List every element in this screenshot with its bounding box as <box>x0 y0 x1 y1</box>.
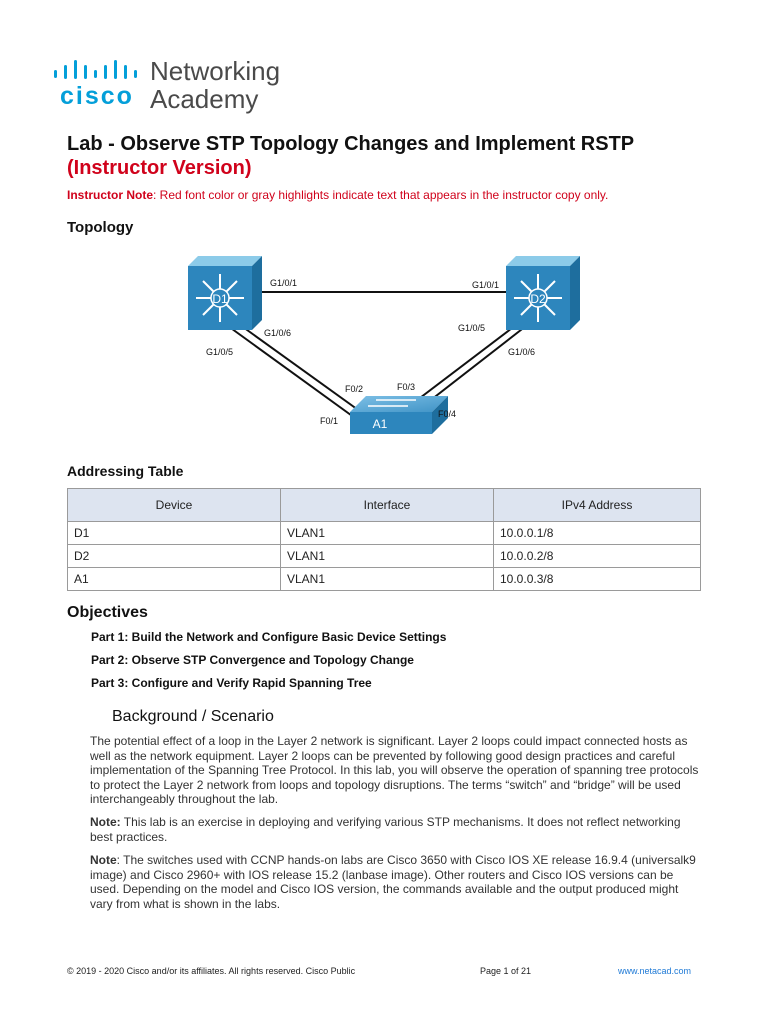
label-d2-g106: G1/0/6 <box>508 347 536 357</box>
topology-diagram <box>180 246 600 446</box>
link-d1-a1-g105 <box>228 326 355 418</box>
topology-heading: Topology <box>67 219 134 236</box>
footer-copyright: © 2019 - 2020 Cisco and/or its affiliates. All rights reserved. Cisco Public <box>67 966 356 976</box>
label-d2-g101: G1/0/1 <box>472 280 500 290</box>
column-header-device: Device <box>68 489 281 522</box>
instructor-note-label: Instructor Note <box>67 188 154 202</box>
background-heading: Background / Scenario <box>112 708 274 725</box>
table-cell: 10.0.0.3/8 <box>494 568 701 591</box>
label-d1-g101: G1/0/1 <box>270 278 298 288</box>
note-text: This lab is an exercise in deploying and verifying various STP mechanisms. It does not reflect networking best practices. <box>90 815 681 844</box>
link-d2-a1-g105 <box>412 322 520 404</box>
background-note-1 <box>90 815 702 844</box>
label-d1-g105: G1/0/5 <box>206 347 234 357</box>
device-a1 <box>350 396 448 434</box>
cisco-wordmark: cisco <box>60 82 134 110</box>
device-label-d2: D2 <box>530 292 546 306</box>
cisco-networking-academy-logo <box>52 56 312 118</box>
objective-part-3: Part 3: Configure and Verify Rapid Spanning Tree <box>91 676 372 690</box>
device-label-d1: D1 <box>212 292 228 306</box>
label-a1-f03: F0/3 <box>397 382 416 392</box>
note-label: Note: <box>90 815 121 829</box>
table-row <box>68 522 701 545</box>
addressing-table-heading: Addressing Table <box>67 463 184 479</box>
note-label: Note <box>90 853 117 867</box>
objectives-heading: Objectives <box>67 604 148 621</box>
table-cell: 10.0.0.1/8 <box>494 522 701 545</box>
column-header-interface: Interface <box>281 489 494 522</box>
logo-academy-text: Academy <box>150 84 259 114</box>
table-cell: 10.0.0.2/8 <box>494 545 701 568</box>
table-cell: VLAN1 <box>281 522 494 545</box>
note-text: : The switches used with CCNP hands-on labs are Cisco 3650 with Cisco IOS XE release 16.9.4 (universalk9 image) and Cisco 2960+ with IOS release 15.2 (lanbase image). Other routers and Cisco IOS versions can be used. Depending on the model and Cisco IOS version, the commands available and the output produced might vary from what is shown in the labs. <box>90 853 696 911</box>
addressing-table <box>67 488 701 591</box>
link-d1-a1-g106 <box>236 322 364 412</box>
table-cell: A1 <box>68 568 281 591</box>
device-d2 <box>506 256 580 330</box>
page-subtitle-version: (Instructor Version) <box>67 157 252 179</box>
table-cell: D2 <box>68 545 281 568</box>
table-header-row <box>68 489 701 522</box>
table-row <box>68 545 701 568</box>
objective-part-1: Part 1: Build the Network and Configure Basic Device Settings <box>91 630 447 644</box>
table-cell: VLAN1 <box>281 545 494 568</box>
label-a1-f02: F0/2 <box>345 384 364 394</box>
label-a1-f01: F0/1 <box>320 416 339 426</box>
table-cell: VLAN1 <box>281 568 494 591</box>
footer-page-number: Page 1 of 21 <box>480 966 532 976</box>
table-row <box>68 568 701 591</box>
label-a1-f04: F0/4 <box>438 409 457 419</box>
instructor-note-text: : Red font color or gray highlights indicate text that appears in the instructor copy only. <box>153 188 609 202</box>
page-title: Lab - Observe STP Topology Changes and Implement RSTP <box>67 133 635 155</box>
instructor-note <box>67 188 608 202</box>
background-paragraph-1: The potential effect of a loop in the Layer 2 network is significant. Layer 2 loops could impact connected hosts as well as the network equipment. Layer 2 loops can be prevented by following good design practices and careful implementation of the Spanning Tree Protocol. In this lab, you will observe the operation of spanning tree protocols to protect the Layer 2 network from loops and topology disruptions. The terms “switch” and “bridge” will be used interchangeably throughout the lab. <box>90 734 699 806</box>
logo-networking-text: Networking <box>150 56 281 86</box>
background-note-2 <box>90 853 702 911</box>
device-label-a1: A1 <box>372 417 388 431</box>
device-d1 <box>188 256 262 330</box>
label-d1-g106: G1/0/6 <box>264 328 292 338</box>
column-header-ipv4-address: IPv4 Address <box>494 489 701 522</box>
label-d2-g105: G1/0/5 <box>458 323 486 333</box>
footer-netacad-link[interactable]: www.netacad.com <box>618 966 692 976</box>
table-cell: D1 <box>68 522 281 545</box>
objective-part-2: Part 2: Observe STP Convergence and Topology Change <box>91 653 414 667</box>
